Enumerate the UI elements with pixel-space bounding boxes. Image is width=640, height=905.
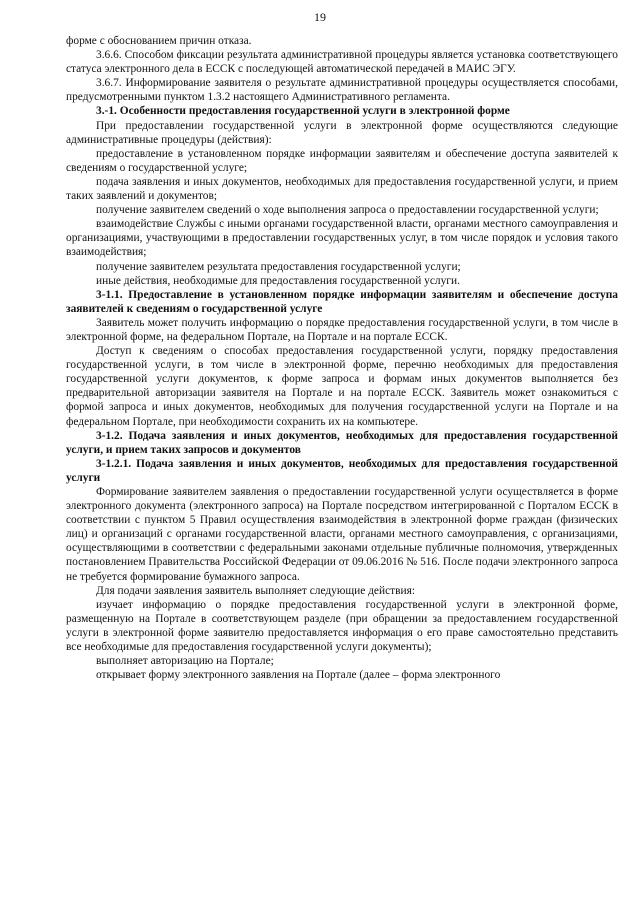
- document-body: [66, 34, 618, 682]
- paragraph: получение заявителем результата предоставления государственной услуги;: [96, 260, 461, 273]
- paragraph: предоставление в установленном порядке информации заявителям и обеспечение доступа заявителей к сведениям о государственной услуге;: [66, 147, 618, 174]
- paragraph: 3.6.6. Способом фиксации результата административной процедуры является установка соответствующего статуса электронного дела в ЕССК с последующей автоматической передачей в МАИС ЭГУ.: [66, 49, 618, 76]
- paragraph: взаимодействие Службы с иными органами государственной власти, органами местного самоуправления и организациями, участвующими в предоставлении государственных услуг, в том числе порядок и условия такого взаимодействия;: [66, 218, 618, 259]
- paragraph: подача заявления и иных документов, необходимых для предоставления государственной услуги, и прием таких заявлений и документов;: [66, 175, 618, 203]
- paragraph: иные действия, необходимые для предоставления государственной услуги.: [96, 274, 460, 287]
- paragraph: Доступ к сведениям о способах предоставления государственной услуги, порядку предоставления государственной услуги, в том числе в электронной форме, перечню необходимых для предоставления государственной услуги документов, к форме запроса и формам иных документов выполняется без предварительной авторизации заявителя на Портале и на портале ЕССК. Заявитель может ознакомиться с формой запроса и иных документов, необходимых для получения государственной услуги на Портале и на федеральном Портале, при необходимости сохранить их на компьютере.: [66, 345, 618, 428]
- section-heading: 3-1.1. Предоставление в установленном порядке информации заявителям и обеспечение доступа заявителей к сведениям о государственной услуге: [66, 288, 618, 315]
- section-heading: 3.-1. Особенности предоставления государственной услуги в электронной форме: [96, 105, 510, 118]
- paragraph: Формирование заявителем заявления о предоставлении государственной услуги осуществляется в форме электронного документа (электронного запроса) на Портале посредством интегрированной с Порталом ЕССК в соответствии с пунктом 5 Правил осуществления взаимодействия в электронной форме граждан (физических лиц) и организаций с органами государственной власти, органами местного самоуправления, с организациями, осуществляющими в соответствии с федеральными законами отдельные публичные полномочия, утвержденных постановлением Правительства Российской Федерации от 09.06.2016 № 516. После подачи электронного запроса не требуется формирование бумажного запроса.: [66, 486, 618, 583]
- section-heading: 3-1.2.1. Подача заявления и иных документов, необходимых для предоставления государственной услуги: [66, 457, 618, 484]
- paragraph: 3.6.7. Информирование заявителя о результате административной процедуры осуществляется способами, предусмотренными пунктом 1.3.2 настоящего Административного регламента.: [66, 77, 618, 104]
- page-number: 19: [314, 10, 326, 24]
- paragraph: Для подачи заявления заявитель выполняет следующие действия:: [96, 584, 415, 597]
- paragraph: форме с обоснованием причин отказа.: [66, 35, 252, 47]
- paragraph: выполняет авторизацию на Портале;: [96, 655, 274, 668]
- paragraph: изучает информацию о порядке предоставления государственной услуги в электронной форме, размещенную на Портале в соответствующем разделе (при обращении за предоставлением государственной услуги в электронной форме заявителю предоставляется информация о его праве самостоятельно представить все необходимые для предоставления государственной услуги документы);: [66, 598, 618, 654]
- paragraph: открывает форму электронного заявления на Портале (далее – форма электронного: [96, 669, 501, 682]
- paragraph: При предоставлении государственной услуги в электронной форме осуществляются следующие административные процедуры (действия):: [66, 119, 618, 146]
- paragraph: Заявитель может получить информацию о порядке предоставления государственной услуги, в том числе в электронной форме, на федеральном Портале, на Портале и на портале ЕССК.: [66, 316, 618, 343]
- section-heading: 3-1.2. Подача заявления и иных документов, необходимых для предоставления государственной услуги, и прием таких запросов и документов: [66, 429, 618, 456]
- paragraph: получение заявителем сведений о ходе выполнения запроса о предоставлении государственной услуги;: [96, 204, 599, 217]
